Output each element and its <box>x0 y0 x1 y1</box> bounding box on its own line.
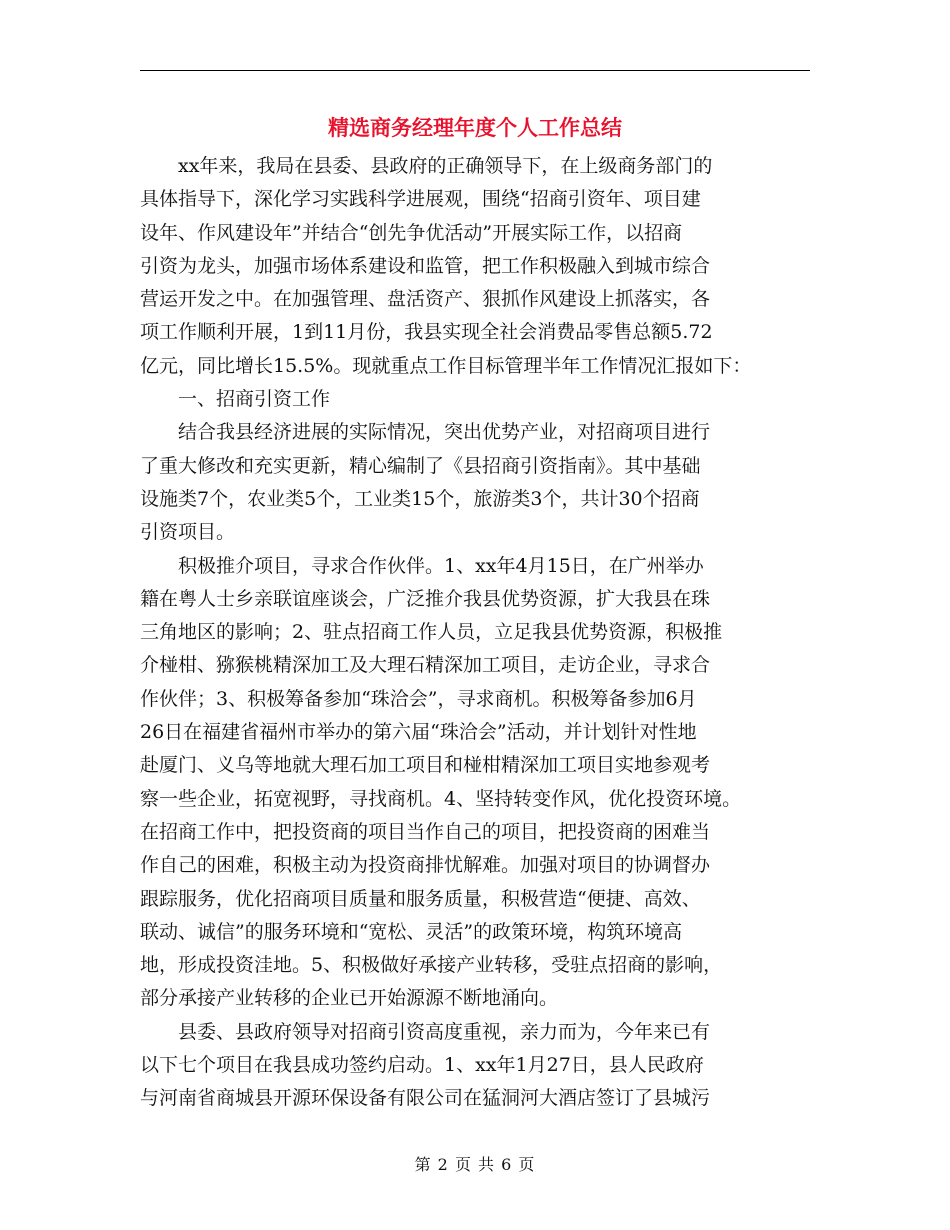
text-line: 在招商工作中，把投资商的项目当作自己的项目，把投资商的困难当 <box>140 820 711 843</box>
text-line: 作伙伴；3、积极筹备参加“珠洽会”，寻求商机。积极筹备参加6月 <box>140 687 697 710</box>
text-line: 结合我县经济进展的实际情况，突出优势产业，对招商项目进行 <box>140 421 711 444</box>
text-line: 了重大修改和充实更新，精心编制了《县招商引资指南》。其中基础 <box>140 454 701 477</box>
text-line: 籍在粤人士乡亲联谊座谈会，广泛推介我县优势资源，扩大我县在珠 <box>140 587 711 610</box>
paragraph <box>140 383 820 416</box>
text-line: 引资为龙头，加强市场体系建设和监管，把工作积极融入到城市综合 <box>140 254 711 277</box>
text-line: 赴厦门、义乌等地就大理石加工项目和椪柑精深加工项目实地参观考 <box>140 754 711 777</box>
text-line: 一、招商引资工作 <box>140 388 331 411</box>
document-body <box>140 150 820 1116</box>
text-line: 引资项目。 <box>140 521 236 544</box>
document-title: 精选商务经理年度个人工作总结 <box>328 115 622 140</box>
text-line: 三角地区的影响；2、驻点招商工作人员，立足我县优势资源，积极推 <box>140 621 723 644</box>
text-line: 介椪柑、猕猴桃精深加工及大理石精深加工项目，走访企业，寻求合 <box>140 654 711 677</box>
text-line: 积极推介项目，寻求合作伙伴。1、xx年4月15日，在广州举办 <box>140 554 704 577</box>
paragraph <box>140 1016 820 1116</box>
text-line: xx年来，我局在县委、县政府的正确领导下，在上级商务部门的 <box>140 155 713 177</box>
text-line: 作自己的困难，积极主动为投资商排忧解难。加强对项目的协调督办 <box>140 854 711 877</box>
text-line: 具体指导下，深化学习实践科学进展观，围绕“招商引资年、项目建 <box>140 188 701 211</box>
text-line: 设施类7个，农业类5个，工业类15个，旅游类3个，共计30个招商 <box>140 487 700 510</box>
text-line: 县委、县政府领导对招商引资高度重视，亲力而为，今年来已有 <box>140 1020 711 1043</box>
text-line: 以下七个项目在我县成功签约启动。1、xx年1月27日，县人民政府 <box>140 1054 704 1077</box>
text-line: 与河南省商城县开源环保设备有限公司在猛洞河大酒店签订了县城污 <box>140 1087 711 1110</box>
header-rule <box>140 70 810 71</box>
page-footer: 第 2 页 共 6 页 <box>414 1155 536 1174</box>
text-line: 地，形成投资洼地。5、积极做好承接产业转移，受驻点招商的影响， <box>140 954 723 977</box>
text-line: 部分承接产业转移的企业已开始源源不断地涌向。 <box>140 987 559 1010</box>
paragraph <box>140 416 820 549</box>
text-line: 亿元，同比增长15.5%。现就重点工作目标管理半年工作情况汇报如下： <box>140 354 752 377</box>
paragraph <box>140 150 820 383</box>
text-line: 营运开发之中。在加强管理、盘活资产、狠抓作风建设上抓落实，各 <box>140 288 711 311</box>
text-line: 26日在福建省福州市举办的第六届“珠洽会”活动，并计划针对性地 <box>140 721 697 744</box>
text-line: 联动、诚信”的服务环境和“宽松、灵活”的政策环境，构筑环境高 <box>140 920 683 943</box>
paragraph <box>140 550 820 1016</box>
text-line: 设年、作风建设年”并结合“创先争优活动”开展实际工作，以招商 <box>140 221 683 244</box>
text-line: 察一些企业，拓宽视野，寻找商机。4、坚持转变作风，优化投资环境。 <box>140 787 742 810</box>
text-line: 跟踪服务，优化招商项目质量和服务质量，积极营造“便捷、高效、 <box>140 887 701 910</box>
text-line: 项工作顺利开展，1到11月份，我县实现全社会消费品零售总额5.72 <box>140 321 713 344</box>
